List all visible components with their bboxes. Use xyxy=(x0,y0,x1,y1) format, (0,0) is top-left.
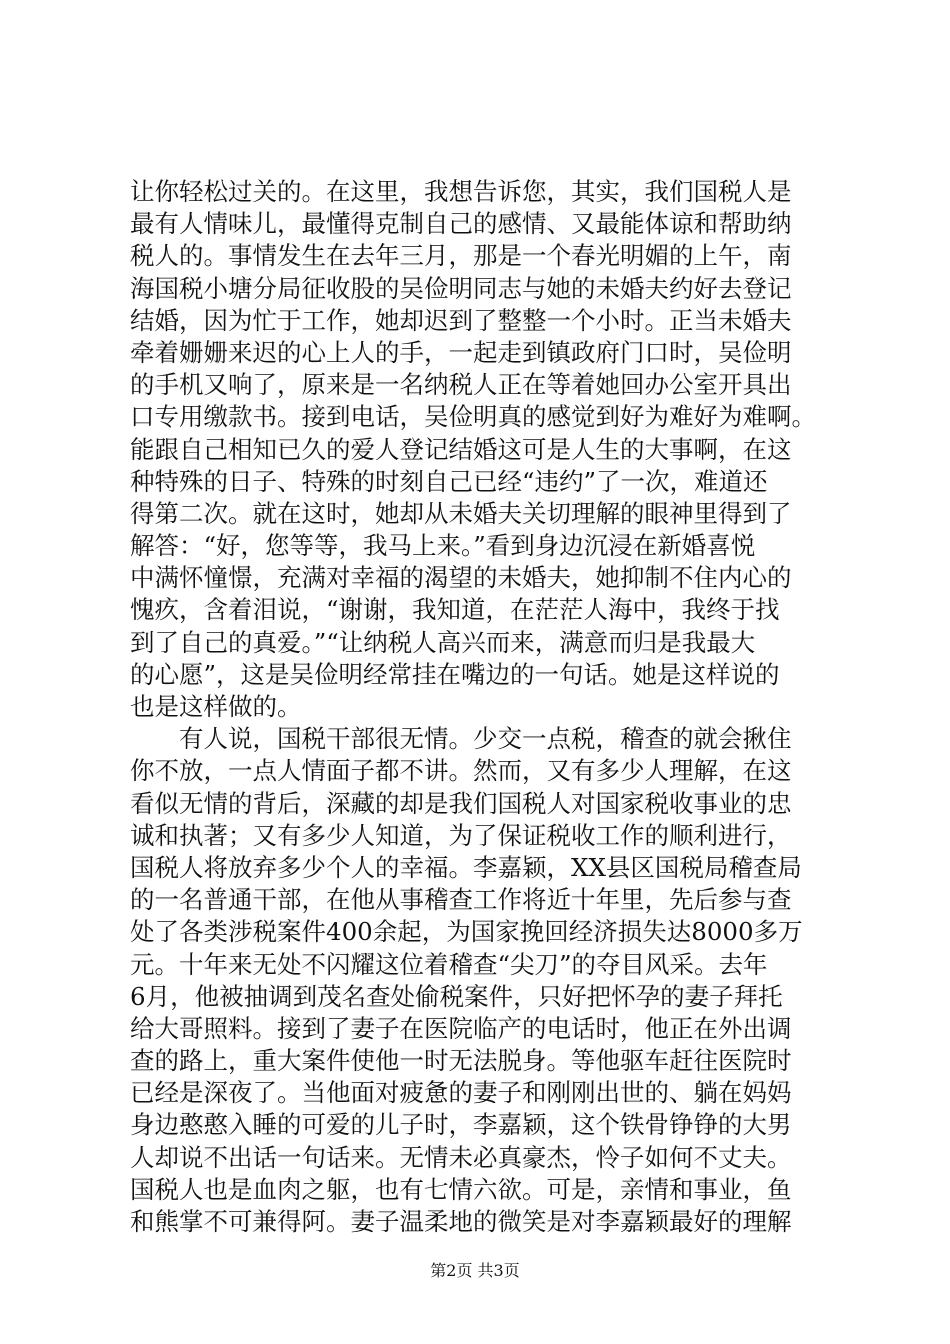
text-line: 看似无情的背后，深藏的却是我们国税人对国家税收事业的忠 xyxy=(130,788,792,818)
text-line: 的一名普通干部，在他从事稽查工作将近十年里，先后参与查 xyxy=(130,885,792,915)
text-line: 你不放，一点人情面子都不讲。然而，又有多少人理解，在这 xyxy=(130,756,792,786)
text-line: 6月，他被抽调到茂名查处偷税案件，只好把怀孕的妻子拜托 xyxy=(130,981,783,1011)
text-line: 税人的。事情发生在去年三月，那是一个春光明媚的上午，南 xyxy=(130,241,792,271)
text-line: 最有人情味儿，最懂得克制自己的感情、又最能体谅和帮助纳 xyxy=(130,209,792,239)
text-line: 有人说，国税干部很无情。少交一点税，稽查的就会揪住 xyxy=(179,724,792,754)
text-line: 解答：“好，您等等，我马上来。”看到身边沉浸在新婚喜悦 xyxy=(130,531,756,561)
text-line: 诚和执著；又有多少人知道，为了保证税收工作的顺利进行， xyxy=(130,820,792,850)
text-line: 种特殊的日子、特殊的时刻自己已经“违约”了一次，难道还 xyxy=(130,466,768,496)
text-line: 海国税小塘分局征收股的吴俭明同志与她的未婚夫约好去登记 xyxy=(130,273,792,303)
text-line: 得第二次。就在这时，她却从未婚夫关切理解的眼神里得到了 xyxy=(130,498,792,528)
text-line: 到了自己的真爱。”“让纳税人高兴而来，满意而归是我最大 xyxy=(130,627,756,657)
text-line: 能跟自己相知已久的爱人登记结婚这可是人生的大事啊，在这 xyxy=(130,434,792,464)
text-line: 给大哥照料。接到了妻子在医院临产的电话时，他正在外出调 xyxy=(130,1013,792,1043)
body-text xyxy=(130,176,830,1238)
text-line: 元。十年来无处不闪耀这位着稽查“尖刀”的夺目风采。去年 xyxy=(130,949,768,979)
text-line: 的心愿”，这是吴俭明经常挂在嘴边的一句话。她是这样说的 xyxy=(130,659,780,689)
text-line: 人却说不出话一句话来。无情未必真豪杰，怜子如何不丈夫。 xyxy=(130,1142,792,1172)
text-line: 和熊掌不可兼得阿。妻子温柔地的微笑是对李嘉颖最好的理解 xyxy=(130,1207,792,1236)
text-line: 的手机又响了，原来是一名纳税人正在等着她回办公室开具出 xyxy=(130,370,792,400)
text-line: 查的路上，重大案件使他一时无法脱身。等他驱车赶往医院时 xyxy=(130,1046,792,1076)
text-line: 已经是深夜了。当他面对疲惫的妻子和刚刚出世的、躺在妈妈 xyxy=(130,1078,792,1108)
text-line: 结婚，因为忙于工作，她却迟到了整整一个小时。正当未婚夫 xyxy=(130,305,792,335)
text-line: 牵着姗姗来迟的心上人的手，一起走到镇政府门口时，吴俭明 xyxy=(130,337,792,367)
text-line: 口专用缴款书。接到电话，吴俭明真的感觉到好为难好为难啊。 xyxy=(130,402,816,432)
text-line: 处了各类涉税案件400余起，为国家挽回经济损失达8000多万 xyxy=(130,917,803,947)
text-line: 中满怀憧憬，充满对幸福的渴望的未婚夫，她抑制不住内心的 xyxy=(130,563,792,593)
text-line: 让你轻松过关的。在这里，我想告诉您，其实，我们国税人是 xyxy=(130,177,792,206)
text-line: 身边憨憨入睡的可爱的儿子时，李嘉颖，这个铁骨铮铮的大男 xyxy=(130,1110,792,1140)
text-line: 国税人也是血肉之躯，也有七情六欲。可是，亲情和事业，鱼 xyxy=(130,1174,792,1204)
page-footer: 第2页 共3页 xyxy=(430,1261,520,1280)
text-line: 也是这样做的。 xyxy=(130,692,302,721)
text-line: 愧疚，含着泪说，“谢谢，我知道，在茫茫人海中，我终于找 xyxy=(130,595,780,625)
text-line: 国税人将放弃多少个人的幸福。李嘉颖，XX县区国税局稽查局 xyxy=(130,852,802,882)
